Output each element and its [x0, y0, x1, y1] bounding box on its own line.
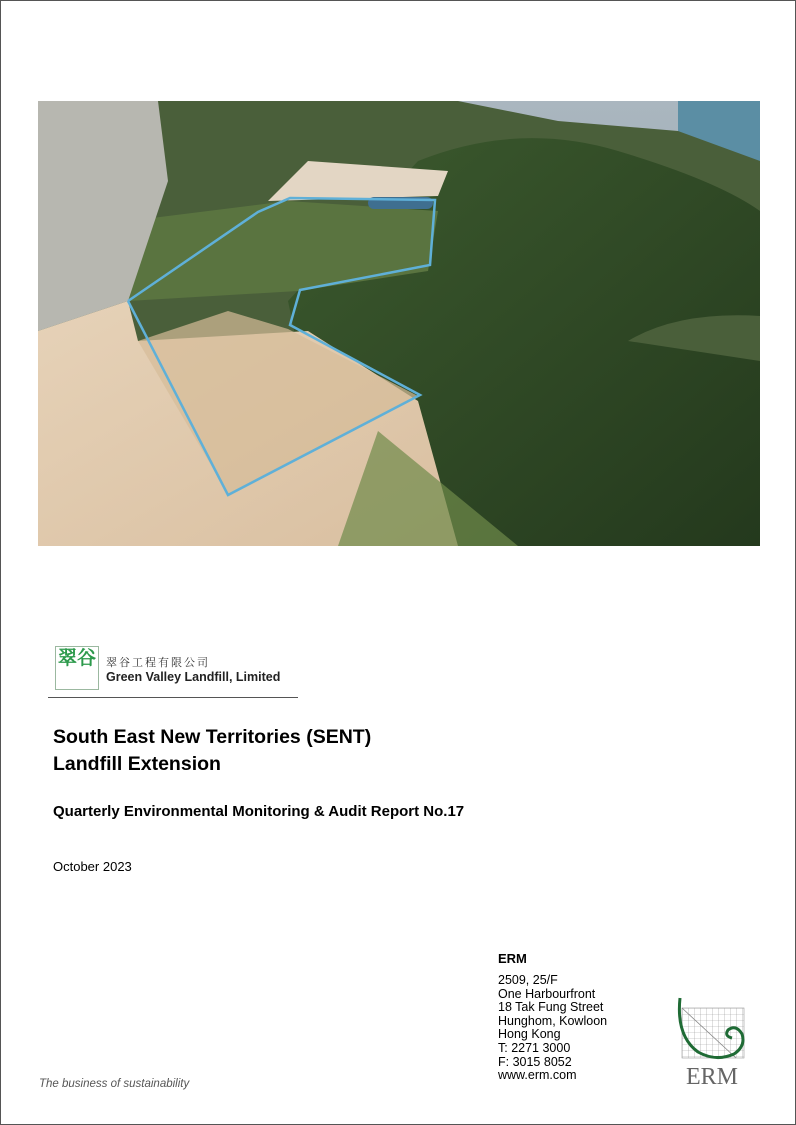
- address-line: Hong Kong: [498, 1027, 561, 1042]
- consultant-name: ERM: [498, 951, 527, 966]
- title-line-2: Landfill Extension: [53, 753, 221, 775]
- report-subtitle: Quarterly Environmental Monitoring & Audit Report No.17: [53, 803, 465, 820]
- erm-logo: [676, 996, 748, 1088]
- title-line-1: South East New Territories (SENT): [53, 726, 372, 748]
- svg-text:ERM: ERM: [685, 1064, 739, 1088]
- report-title: [53, 724, 371, 778]
- address-line: One Harbourfront: [498, 986, 596, 1001]
- green-valley-logo: 翠谷: [55, 646, 99, 690]
- website: www.erm.com: [498, 1068, 577, 1083]
- report-date: October 2023: [53, 859, 132, 874]
- aerial-site-photo: [38, 101, 760, 546]
- address-line: 18 Tak Fung Street: [498, 1000, 604, 1015]
- address-line: 2509, 25/F: [498, 973, 558, 987]
- consultant-address: [498, 974, 607, 1083]
- company-english-name: Green Valley Landfill, Limited: [106, 670, 281, 684]
- divider: [48, 697, 298, 698]
- company-chinese-name: 翠谷工程有限公司: [106, 657, 210, 669]
- tagline: The business of sustainability: [39, 1078, 190, 1090]
- fax: F: 3015 8052: [498, 1054, 572, 1069]
- address-line: Hunghom, Kowloon: [498, 1013, 608, 1028]
- phone: T: 2271 3000: [498, 1040, 571, 1055]
